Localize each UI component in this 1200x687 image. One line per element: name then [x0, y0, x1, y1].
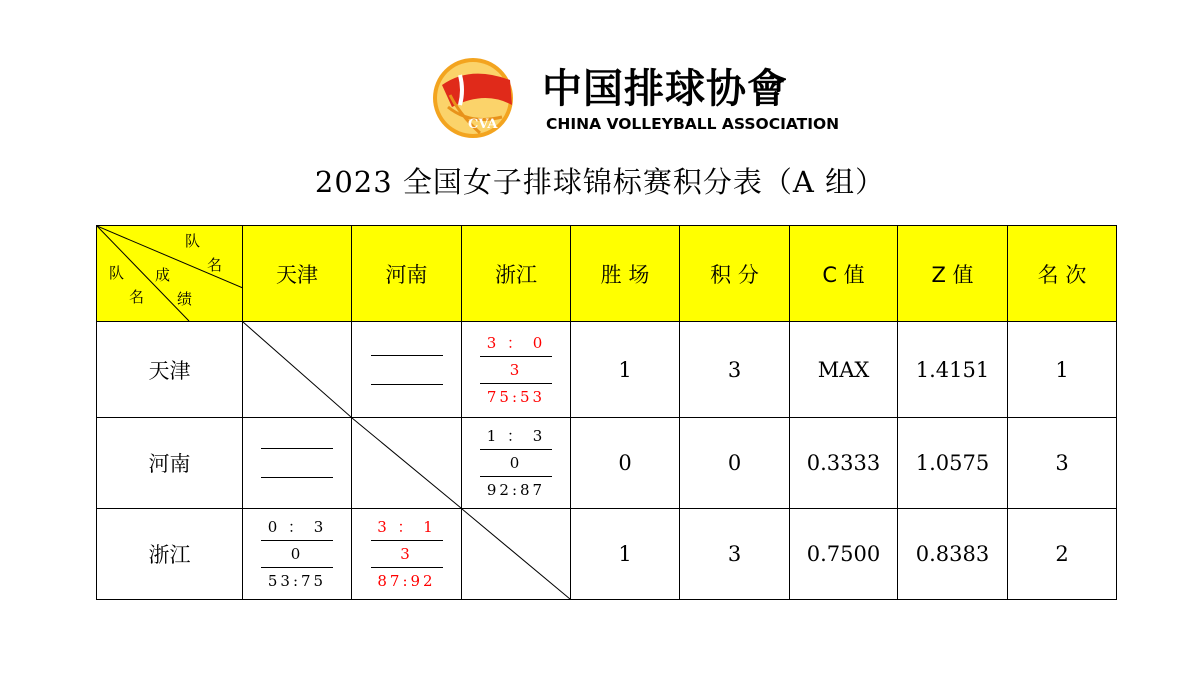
match-ratio: 92:87	[486, 481, 546, 499]
row-team-name: 河南	[97, 418, 243, 509]
match-points: 0	[509, 454, 523, 472]
corner-cell	[97, 226, 243, 322]
match-score: 3 ： 0	[486, 333, 546, 352]
wins-cell: 1	[571, 509, 680, 600]
self-match-cell	[352, 418, 462, 509]
match-score: 0 ： 3	[267, 518, 327, 536]
logo-chinese-text: 中国排球协會	[542, 66, 788, 112]
corner-left-2: 名	[129, 288, 145, 306]
header-points: 积 分	[680, 226, 790, 322]
emblem-text: CVA	[468, 117, 498, 132]
match-points: 3	[400, 545, 413, 563]
corner-mid-1: 成	[155, 266, 171, 284]
match-ratio: 87:92	[377, 572, 436, 590]
match-score: 3 ： 1	[377, 518, 436, 536]
match-cell	[462, 322, 571, 418]
diagonal-line	[462, 509, 570, 599]
points-cell: 3	[680, 509, 790, 600]
standings-table	[96, 225, 1117, 600]
header-zhejiang: 浙江	[462, 226, 571, 322]
row-team-name: 浙江	[97, 509, 243, 600]
corner-left-1: 队	[109, 264, 125, 282]
table-row	[97, 322, 1117, 418]
header-rank: 名 次	[1008, 226, 1117, 322]
z-value-cell: 1.4151	[898, 322, 1008, 418]
z-value-cell: 0.8383	[898, 509, 1008, 600]
match-ratio: 75:53	[486, 387, 546, 406]
header-wins: 胜 场	[571, 226, 680, 322]
diagonal-line	[352, 418, 461, 508]
header-c-value: C 值	[790, 226, 898, 322]
c-value-cell: 0.3333	[790, 418, 898, 509]
wins-cell: 0	[571, 418, 680, 509]
corner-top-1: 队	[185, 232, 201, 250]
header-henan: 河南	[352, 226, 462, 322]
rank-cell: 2	[1008, 509, 1117, 600]
match-points: 0	[290, 545, 304, 563]
match-cell	[352, 509, 462, 600]
logo-english-text: CHINA VOLLEYBALL ASSOCIATION	[546, 115, 840, 133]
table-row	[97, 509, 1117, 600]
rank-cell: 1	[1008, 322, 1117, 418]
header-row	[97, 226, 1117, 322]
rank-cell: 3	[1008, 418, 1117, 509]
row-team-name: 天津	[97, 322, 243, 418]
header-z-value: Z 值	[898, 226, 1008, 322]
empty-match-cell	[243, 418, 352, 509]
corner-mid-2: 绩	[177, 290, 193, 308]
self-match-cell	[243, 322, 352, 418]
match-ratio: 53:75	[267, 572, 327, 590]
empty-match-cell	[352, 322, 462, 418]
corner-top-2: 名	[207, 256, 223, 274]
cva-emblem-icon	[430, 55, 518, 140]
points-cell: 3	[680, 322, 790, 418]
z-value-cell: 1.0575	[898, 418, 1008, 509]
page-title: 2023 全国女子排球锦标赛积分表（A 组）	[314, 165, 886, 199]
cva-logo	[430, 55, 840, 140]
points-cell: 0	[680, 418, 790, 509]
match-cell	[462, 418, 571, 509]
match-score: 1 ： 3	[486, 427, 546, 445]
table-row	[97, 418, 1117, 509]
c-value-cell: 0.7500	[790, 509, 898, 600]
match-points: 3	[509, 360, 523, 379]
header-tianjin: 天津	[243, 226, 352, 322]
wins-cell: 1	[571, 322, 680, 418]
self-match-cell	[462, 509, 571, 600]
diagonal-line	[243, 322, 351, 417]
match-cell	[243, 509, 352, 600]
c-value-cell: MAX	[790, 322, 898, 418]
